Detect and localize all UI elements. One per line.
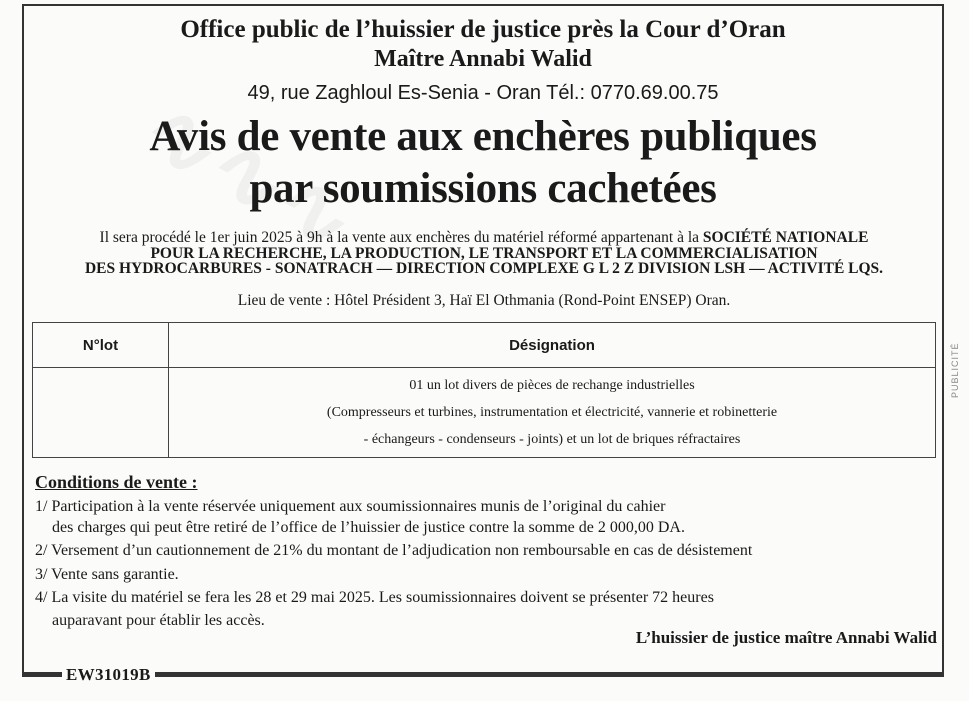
conditions-title: Conditions de vente :: [35, 472, 198, 492]
reference-code: EW31019B: [62, 665, 155, 685]
lot-number-cell: [33, 368, 169, 458]
condition-item: 1/ Participation à la vente réservée uniquement aux soumissionnaires munis de l’original du cahier: [35, 498, 666, 515]
condition-item: 3/ Vente sans garantie.: [35, 566, 179, 583]
frame-bottom-bar: [22, 672, 944, 677]
signature: L’huissier de justice maître Annabi Walid: [635, 628, 937, 647]
header-designation: Désignation: [169, 323, 936, 368]
office-heading: Office public de l’huissier de justice près la Cour d’Oran: [180, 16, 786, 43]
company-line3: DES HYDROCARBURES - SONATRACH — DIRECTION COMPLEXE G L 2 Z DIVISION LSH — ACTIVITÉ LQS.: [84, 260, 884, 277]
lots-table: [32, 322, 936, 458]
designation-line: - échangeurs - condenseurs - joints) et un lot de briques réfractaires: [363, 432, 741, 447]
table-header-row: [33, 323, 936, 368]
condition-item: des charges qui peut être retiré de l’office de l’huissier de justice contre la somme de 2 000,00 DA.: [52, 519, 685, 536]
company-line1: SOCIÉTÉ NATIONALE: [702, 229, 869, 246]
intro-paragraph: [40, 230, 928, 277]
notice-title-line1: Avis de vente aux enchères publiques: [149, 113, 817, 160]
office-address: 49, rue Zaghloul Es-Senia - Oran Tél.: 0770.69.00.75: [247, 82, 719, 104]
company-line2: POUR LA RECHERCHE, LA PRODUCTION, LE TRANSPORT ET LA COMMERCIALISATION: [150, 244, 818, 262]
sale-location: Lieu de vente : Hôtel Président 3, Haï El Othmania (Rond-Point ENSEP) Oran.: [237, 292, 731, 309]
table-row: [33, 368, 936, 458]
notice-title-line2: par soumissions cachetées: [249, 165, 717, 212]
condition-item: auparavant pour établir les accès.: [52, 612, 265, 629]
condition-item: 4/ La visite du matériel se fera les 28 et 29 mai 2025. Les soumissionnaires doivent se présenter 72 heures: [35, 589, 714, 606]
designation-line: 01 un lot divers de pièces de rechange industrielles: [409, 378, 695, 393]
master-name: Maître Annabi Walid: [374, 46, 592, 72]
designation-cell: [169, 368, 936, 458]
publicite-side-tag: PUBLICITÉ: [950, 342, 960, 398]
designation-line: (Compresseurs et turbines, instrumentation et électricité, vannerie et robinetterie: [326, 405, 778, 420]
intro-text: Il sera procédé le 1er juin 2025 à 9h à la vente aux enchères du matériel réformé appartenant à la: [99, 229, 703, 246]
condition-item: 2/ Versement d’un cautionnement de 21% du montant de l’adjudication non remboursable en cas de désistement: [35, 542, 753, 559]
header-lot-number: N°lot: [33, 323, 169, 368]
